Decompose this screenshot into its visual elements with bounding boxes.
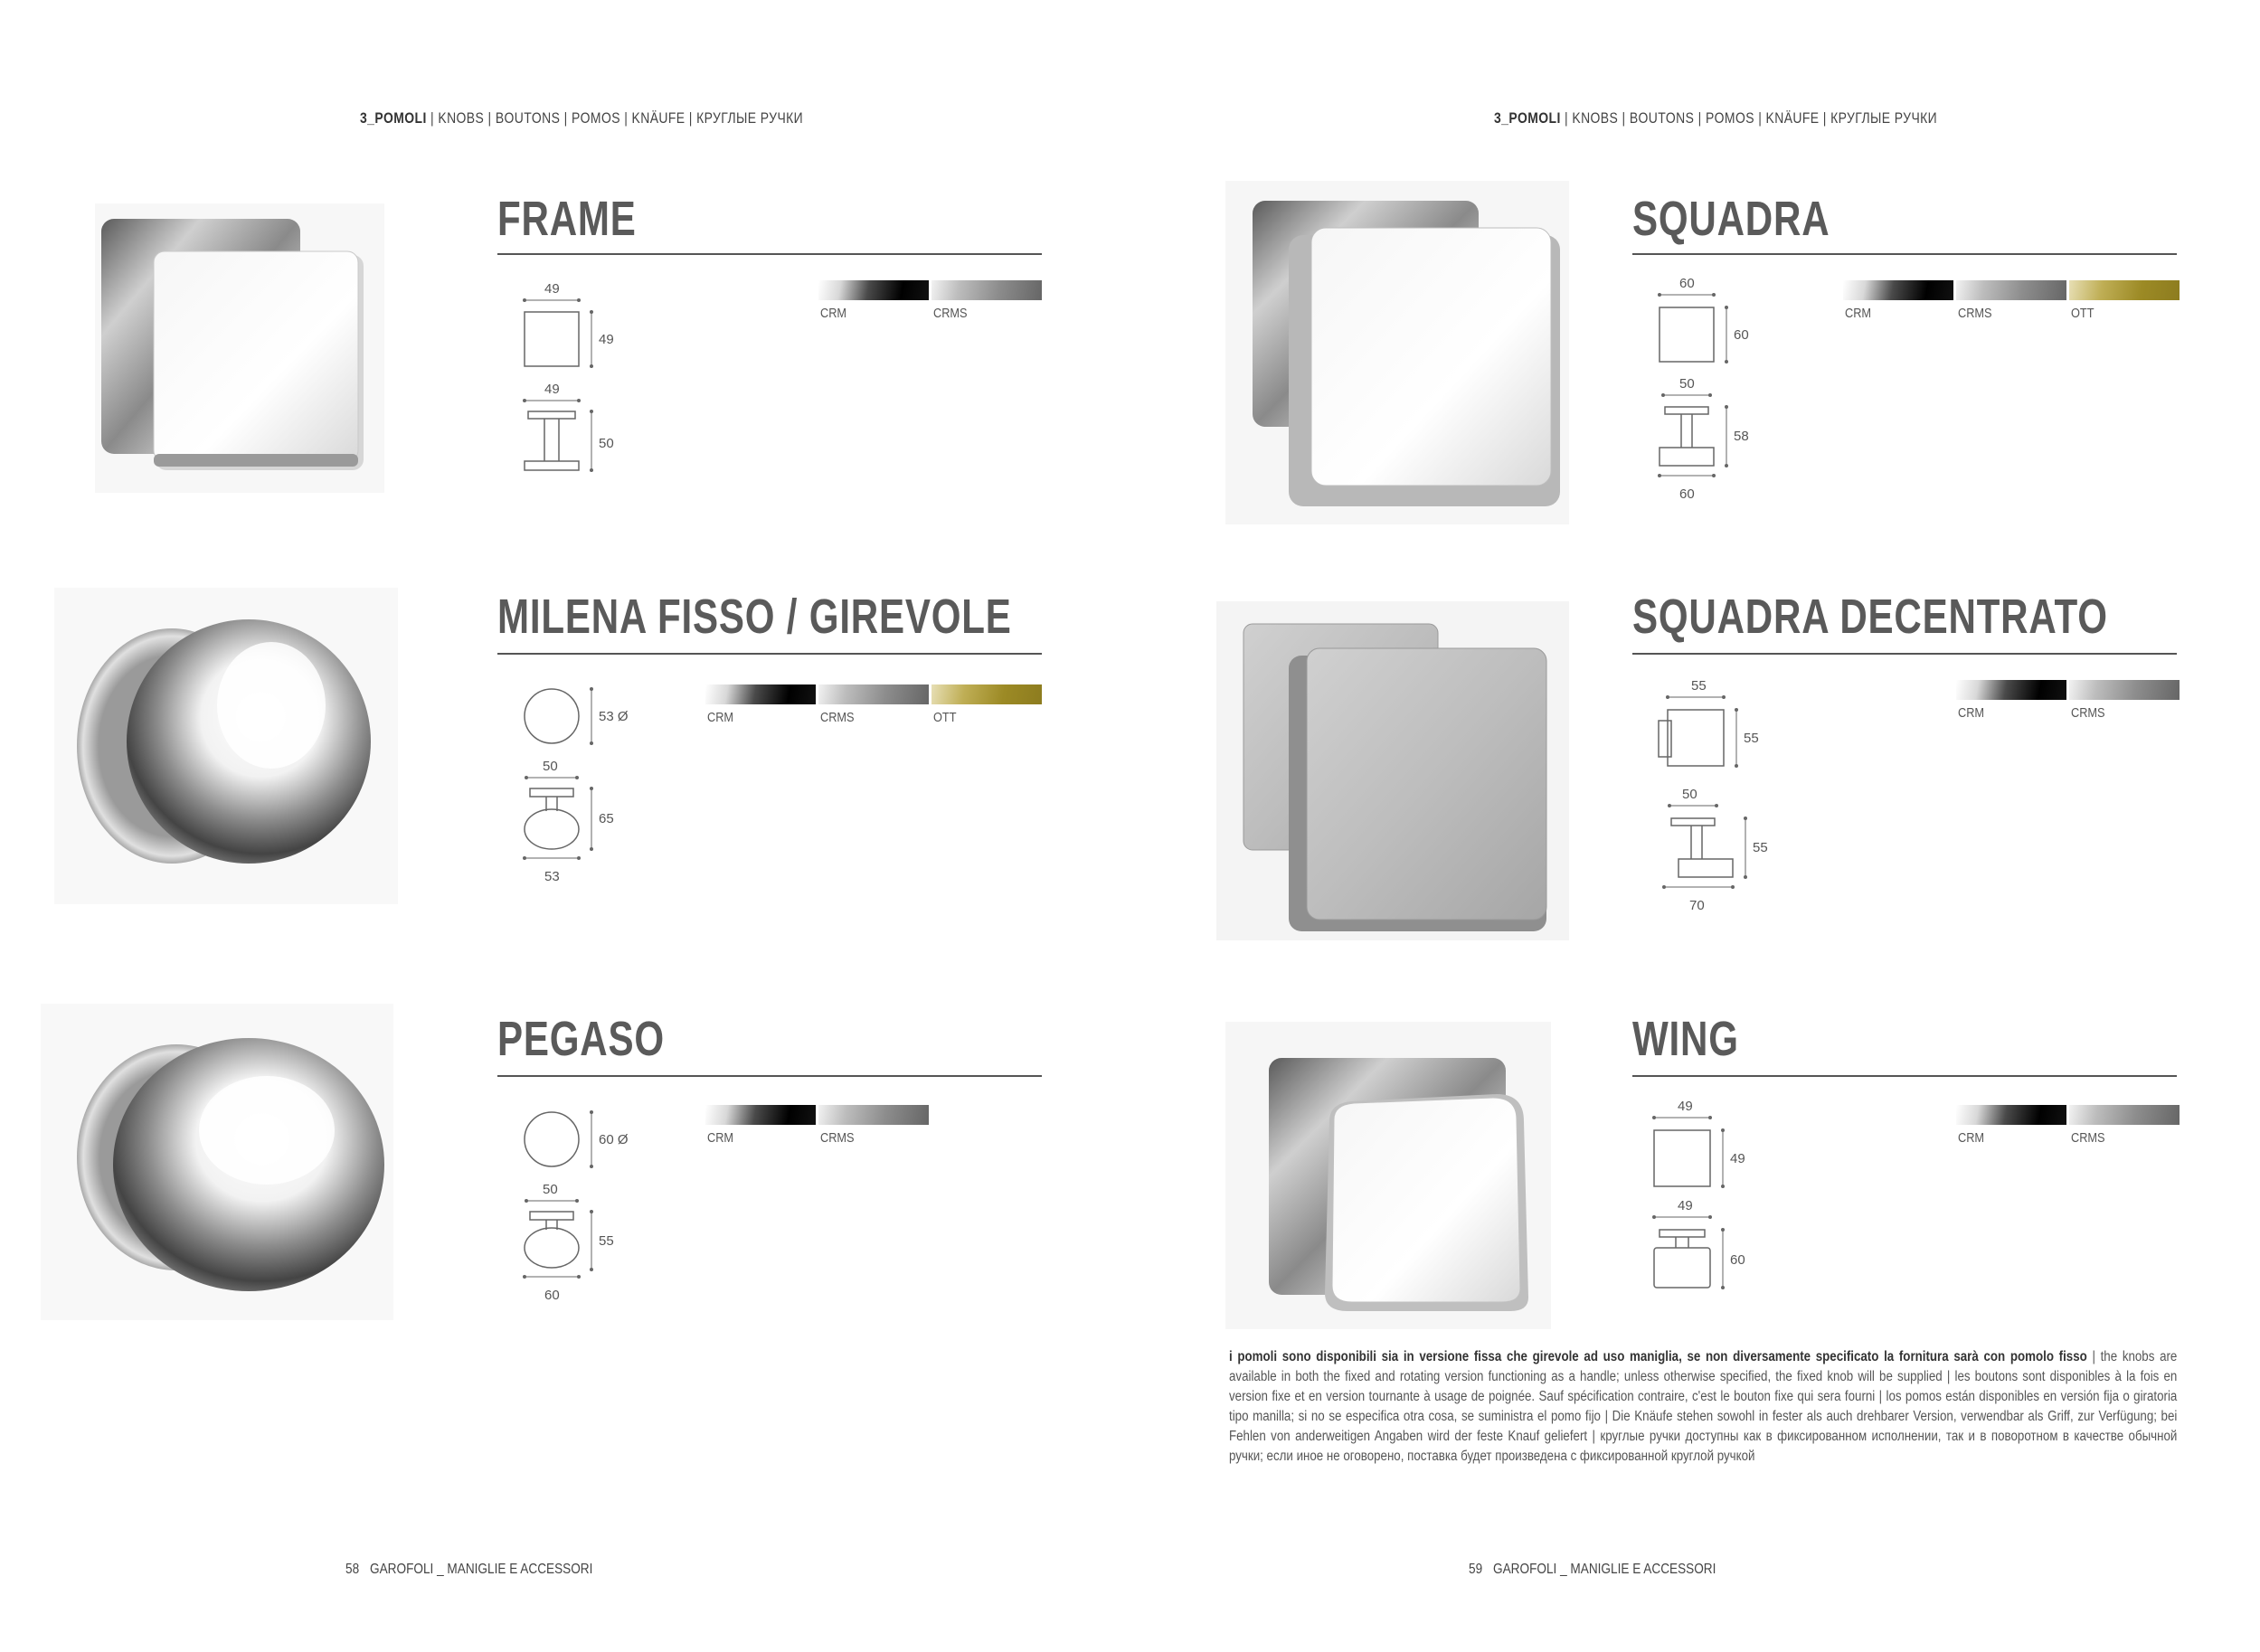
milena-knob-photo bbox=[54, 588, 398, 909]
finish-label-ott: OTT bbox=[933, 710, 957, 725]
squadra-decentrato-dimension-drawing bbox=[1655, 674, 1791, 931]
finish-swatch-crm bbox=[705, 1105, 816, 1125]
availability-note-italian: i pomoli sono disponibili sia in versione fissa che girevole ad uso maniglia, se non diversamente specificato la fornitura sarà con pomolo fisso bbox=[1229, 1349, 2087, 1364]
wing-knob-photo bbox=[1225, 1022, 1551, 1334]
finish-swatch-ott bbox=[931, 684, 1042, 704]
availability-note-translations: | the knobs are available in both the fixed and rotating version functioning as a handle; unless otherwise specified, the fixed knob will be supplied | les boutons sont disponibles à la fois en version fixe et en version tournante à usage de poignée. Sauf spécification contraire, c'est le bouton fixe qui sera fourni | los pomos están disponibles en versión fija o giratoria tipo manilla; si no se especifica otra cosa, se suministra el pomo fijo | Die Knäufe stehen sowohl in fester als auch drehbarer Version, verwendbar als Griff, zur Verfügung; bei Fehlen von anderweitigen Angaben wird der feste Knauf geliefert | круглые ручки доступны как в фиксированном исполнении, так и в поворотном в качестве обычной ручки; если иное не оговорено, поставка будет произведена с фиксированной круглой ручкой bbox=[1229, 1349, 2178, 1464]
finish-label-crms: CRMS bbox=[2071, 705, 2105, 721]
wing-dim-height: 60 bbox=[1730, 1252, 1745, 1268]
finish-swatch-crms bbox=[818, 684, 929, 704]
frame-dim-side-width: 49 bbox=[544, 382, 560, 397]
finish-label-ott: OTT bbox=[2071, 306, 2095, 321]
finish-swatch-crm bbox=[1956, 680, 2066, 700]
wing-dim-top-height: 49 bbox=[1730, 1151, 1745, 1166]
milena-dim-diameter: 53 Ø bbox=[599, 709, 629, 724]
finish-swatch-crms bbox=[2069, 1105, 2180, 1125]
finish-swatch-crms bbox=[2069, 680, 2180, 700]
finish-label-crms: CRMS bbox=[2071, 1130, 2105, 1146]
finish-label-crm: CRM bbox=[1958, 1130, 1985, 1146]
product-title-wing: WING bbox=[1632, 1012, 1739, 1066]
squadra-dim-top-width: 60 bbox=[1679, 276, 1695, 291]
pegaso-knob-photo bbox=[41, 1004, 393, 1325]
squadra-decentrato-dim-top-height: 55 bbox=[1744, 731, 1759, 746]
finish-swatch-crm bbox=[1956, 1105, 2066, 1125]
product-title-pegaso: PEGASO bbox=[497, 1012, 665, 1066]
finish-label-crms: CRMS bbox=[820, 710, 855, 725]
product-title-squadra: SQUADRA bbox=[1632, 192, 1830, 246]
wing-dim-top-width: 49 bbox=[1678, 1099, 1693, 1114]
finish-swatch-crm bbox=[818, 280, 929, 300]
title-underline-frame bbox=[497, 253, 1042, 255]
finish-swatch-crms bbox=[931, 280, 1042, 300]
page-header-right: 3_POMOLI | KNOBS | BOUTONS | POMOS | KNÄUFE | КРУГЛЫЕ РУЧКИ bbox=[1494, 109, 1938, 127]
frame-knob-photo bbox=[90, 199, 389, 502]
squadra-decentrato-knob-photo bbox=[1216, 601, 1569, 945]
squadra-dim-rose: 50 bbox=[1679, 376, 1695, 392]
finish-label-crms: CRMS bbox=[933, 306, 968, 321]
availability-note bbox=[1229, 1347, 2177, 1467]
pegaso-dim-bottom: 60 bbox=[544, 1288, 560, 1303]
frame-dim-top-width: 49 bbox=[544, 281, 560, 297]
squadra-decentrato-dim-bottom: 70 bbox=[1689, 898, 1705, 913]
title-underline-squadra bbox=[1632, 253, 2177, 255]
finish-label-crm: CRM bbox=[707, 1130, 734, 1146]
finish-label-crm: CRM bbox=[1845, 306, 1872, 321]
finish-swatch-ott bbox=[2069, 280, 2180, 300]
milena-dimension-drawing bbox=[515, 680, 642, 892]
page-number-right: 59 bbox=[1469, 1562, 1483, 1577]
product-title-milena: MILENA FISSO / GIREVOLE bbox=[497, 590, 1012, 644]
pegaso-dim-height: 55 bbox=[599, 1233, 614, 1249]
milena-dim-bottom: 53 bbox=[544, 869, 560, 884]
squadra-knob-photo bbox=[1225, 181, 1569, 529]
finish-swatch-crm bbox=[1843, 280, 1953, 300]
milena-dim-height: 65 bbox=[599, 811, 614, 826]
title-underline-milena bbox=[497, 653, 1042, 655]
finish-label-crm: CRM bbox=[820, 306, 847, 321]
squadra-decentrato-dim-top-width: 55 bbox=[1691, 678, 1707, 694]
frame-dim-side-height: 50 bbox=[599, 436, 614, 451]
pegaso-dim-diameter: 60 Ø bbox=[599, 1132, 629, 1147]
product-title-frame: FRAME bbox=[497, 192, 637, 246]
finish-swatch-crms bbox=[1956, 280, 2066, 300]
finish-label-crm: CRM bbox=[707, 710, 734, 725]
finish-label-crm: CRM bbox=[1958, 705, 1985, 721]
squadra-dimension-drawing bbox=[1650, 271, 1777, 511]
pegaso-dim-rose: 50 bbox=[543, 1182, 558, 1197]
wing-dimension-drawing bbox=[1650, 1094, 1777, 1298]
finish-label-crms: CRMS bbox=[820, 1130, 855, 1146]
squadra-decentrato-dim-rose: 50 bbox=[1682, 787, 1697, 802]
pegaso-dimension-drawing bbox=[515, 1103, 642, 1316]
title-underline-squadra-decentrato bbox=[1632, 653, 2177, 655]
milena-dim-rose: 50 bbox=[543, 759, 558, 774]
frame-dim-top-height: 49 bbox=[599, 332, 614, 347]
wing-dim-rose: 49 bbox=[1678, 1198, 1693, 1213]
squadra-dim-top-height: 60 bbox=[1734, 327, 1749, 343]
finish-swatch-crm bbox=[705, 684, 816, 704]
finish-swatch-crms bbox=[818, 1105, 929, 1125]
page-header-left: 3_POMOLI | KNOBS | BOUTONS | POMOS | KNÄUFE | КРУГЛЫЕ РУЧКИ bbox=[360, 109, 804, 127]
finish-label-crms: CRMS bbox=[1958, 306, 1992, 321]
page-number-left: 58 bbox=[345, 1562, 360, 1577]
product-title-squadra-decentrato: SQUADRA DECENTRATO bbox=[1632, 590, 2108, 644]
squadra-dim-bottom: 60 bbox=[1679, 486, 1695, 502]
page-footer-right: 59 GAROFOLI _ MANIGLIE E ACCESSORI bbox=[1469, 1562, 1716, 1577]
title-underline-wing bbox=[1632, 1075, 2177, 1077]
page-footer-left: 58 GAROFOLI _ MANIGLIE E ACCESSORI bbox=[345, 1562, 593, 1577]
title-underline-pegaso bbox=[497, 1075, 1042, 1077]
squadra-dim-height: 58 bbox=[1734, 429, 1749, 444]
frame-dimension-drawing bbox=[515, 276, 642, 488]
squadra-decentrato-dim-height: 55 bbox=[1753, 840, 1768, 855]
